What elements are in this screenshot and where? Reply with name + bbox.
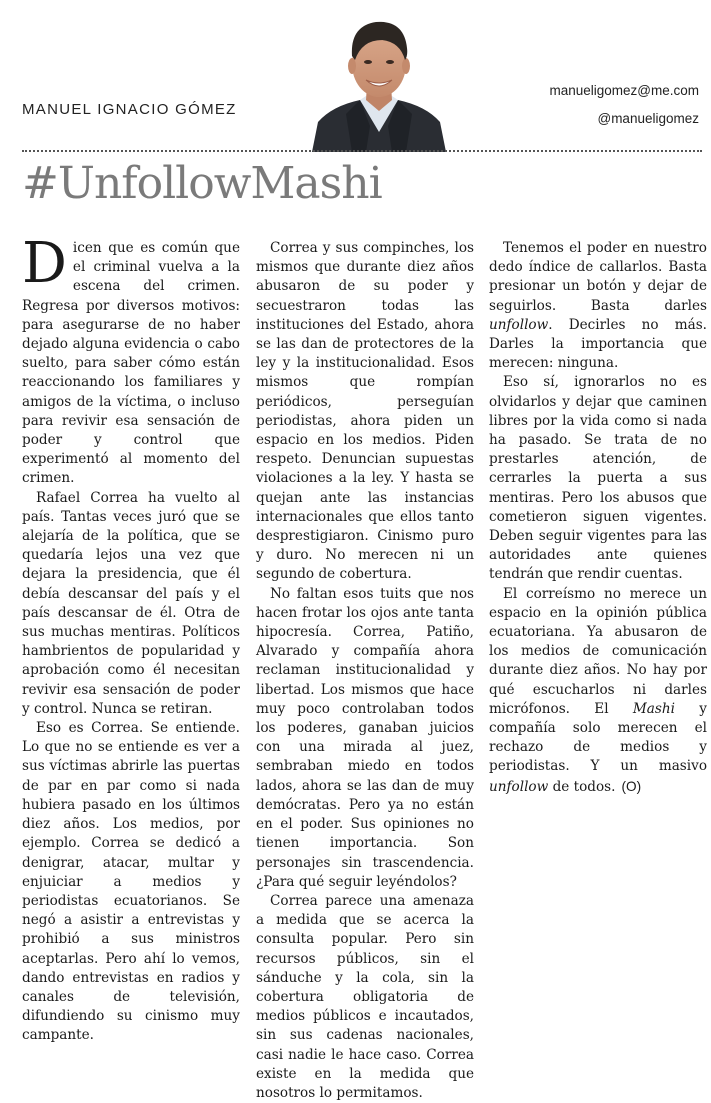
emphasis: unfollow — [489, 316, 549, 333]
article-title: #UnfollowMashi — [22, 158, 382, 209]
emphasis: unfollow — [489, 778, 549, 795]
author-photo — [312, 14, 446, 152]
divider — [22, 150, 702, 152]
paragraph-text: icen que es común que el criminal vuelva a la escena del crimen. Regresa por diversos motivos: para asegurarse de no haber dejado alguna evidencia o cabo suelto, para saber cómo están reaccionando los familiares y amigos de la víctima, o incluso para revivir esa sensación de poder y control que experimentó al momento del crimen. — [22, 240, 240, 487]
column-header — [0, 0, 711, 152]
column-3 — [489, 239, 707, 797]
paragraph: Correa y sus compinches, los mismos que durante diez años abusaron de su poder y secuestraron todas las instituciones del Estado, ahora se las dan de protectores de la ley y la institucionalidad. Esos mismos que rompían periódicos, perseguían periodistas, ahora piden un espacio en los medios. Piden respeto. Denuncian supuestas violaciones a la ley. Y hasta se quejan ante las instancias internacionales que ellos tanto desprestigiaron. Cinismo puro y duro. No merecen ni un segundo de cobertura. — [256, 240, 474, 583]
end-mark: (O) — [621, 778, 642, 794]
paragraph-text: Tenemos el poder en nuestro dedo índice de callarlos. Basta presionar un botón y dejar de seguirlos. Basta darles — [489, 240, 707, 314]
column-1 — [22, 231, 240, 1046]
paragraph: No faltan esos tuits que nos hacen frotar los ojos ante tanta hipocresía. Correa, Patiño, Alvarado y compañía ahora reclaman institucionalidad y libertad. Los mismos que hace muy poco controlaban todos los poderes, ganaban juicios con una mirada al juez, sembraban miedo en todos lados, ahora se las dan de muy demócratas. Pero ya no están en el poder. Sus opiniones no tienen importancia. Son personajes sin trascendencia. ¿Para qué seguir leyéndolos? — [256, 585, 474, 890]
paragraph: Eso sí, ignorarlos no es olvidarlos y dejar que caminen libres por la vida como si nada ha pasado. Se trata de no prestarles atención, de cerrarles la puerta a sus mentiras. Pero los abusos que cometieron siguen vigentes. Deben seguir vigentes para las autoridades ante quienes tendrán que rendir cuentas. — [489, 374, 707, 583]
paragraph: Correa parece una amenaza a medida que se acerca la consulta popular. Pero sin recursos públicos, sin el sánduche y la cola, sin la cobertura obligatoria de medios públicos e incautados, sin sus cadenas nacionales, casi nadie le hace caso. Correa existe en la medida que nosotros lo permitamos. — [256, 892, 474, 1101]
drop-cap: D — [22, 231, 67, 296]
paragraph-text: El correísmo no merece un espacio en la opinión pública ecuatoriana. Ya abusaron de los medios de comunicación durante diez años. No hay por qué escucharlos ni darles micrófonos. El — [489, 585, 707, 717]
author-email: manueligomez@me.com — [549, 83, 699, 98]
paragraph: Eso es Correa. Se entiende. Lo que no se entiende es ver a sus víctimas abrirle las puertas de par en par como si nada hubiera pasado en los últimos diez años. Los medios, por ejemplo. Correa se dedicó a denigrar, atacar, multar y enjuiciar a medios y periodistas ecuatorianos. Se negó a asistir a entrevistas y prohibió a sus ministros aceptarlas. Pero ahí lo vemos, dando entrevistas en radios y canales de televisión, difundiendo su cinismo muy campante. — [22, 720, 240, 1044]
author-name: MANUEL IGNACIO GÓMEZ — [22, 101, 237, 118]
paragraph: Rafael Correa ha vuelto al país. Tantas veces juró que se alejaría de la política, que se quedaría lejos una vez que dejara la presidencia, que él debía descansar del país y el país descansar de él. Otra de sus muchas mentiras. Políticos hambrientos de popularidad y aprobación como él necesitan revivir esa sensación de poder y control. Nunca se retiran. — [22, 489, 240, 717]
paragraph — [489, 585, 707, 797]
paragraph-text: de todos. — [548, 778, 616, 795]
paragraph-text: y compañía solo merecen el rechazo de medios y periodistas. Y un masivo — [489, 700, 707, 775]
column-2 — [256, 239, 474, 1103]
author-twitter-handle: @manueligomez — [597, 111, 699, 126]
paragraph — [22, 231, 240, 489]
article-body — [22, 231, 707, 1101]
emphasis: Mashi — [632, 700, 675, 717]
paragraph — [489, 239, 707, 373]
paragraph-text: . Decirles no más. Darles la importancia que merecen: ninguna. — [489, 316, 707, 372]
